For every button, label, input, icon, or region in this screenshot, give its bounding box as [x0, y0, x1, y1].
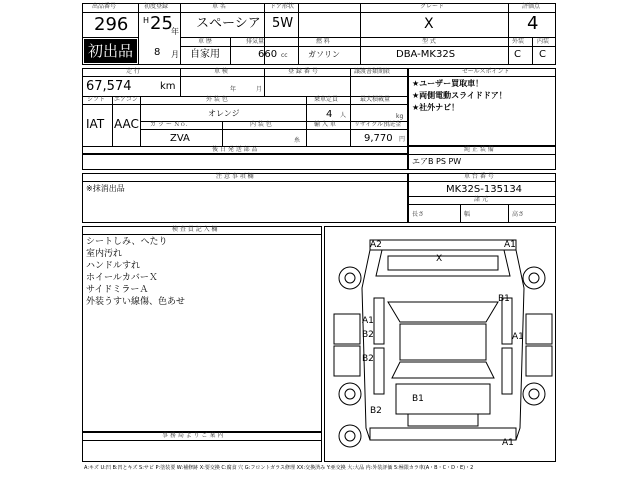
damage-mark: B2 [362, 354, 374, 364]
reg-month: 8 [154, 47, 161, 58]
lot-header: 出品番号 [92, 3, 117, 10]
shift: IAT [86, 117, 105, 131]
year-unit: 年 [171, 27, 179, 36]
recycle-fee-unit: 円 [399, 136, 406, 143]
notes-header: 注 意 事 項 欄 [216, 173, 254, 180]
model-header: 型 式 [422, 38, 436, 45]
inspector-line-5: サイドミラーＡ [86, 285, 149, 295]
equip-header: 純 正 装 備 [464, 146, 494, 153]
ac-header: エアコン [114, 96, 138, 103]
grade: X [424, 16, 434, 32]
inspector-line-6: 外装うすい線傷、色あせ [86, 297, 186, 307]
damage-mark: B1 [412, 394, 424, 404]
dims-header: 諸 元 [474, 196, 488, 203]
color: オレンジ [208, 109, 240, 118]
damage-mark: X [436, 254, 443, 264]
sales-header: セールスポイント [462, 68, 510, 75]
month-unit: 月 [171, 50, 179, 59]
usage: 自家用 [190, 49, 220, 60]
color-header: 外 装 色 [206, 96, 228, 103]
width-label: 幅 [464, 211, 471, 218]
sales-point-3: ★社外ナビ！ [412, 103, 460, 112]
ext-header: 外装 [512, 38, 525, 45]
model: DBA-MK32S [396, 49, 456, 60]
damage-mark: B2 [370, 406, 382, 416]
mileage-unit: km [160, 81, 176, 92]
doors: 5W [272, 16, 294, 31]
car-name-header: 車 名 [212, 3, 226, 10]
transfer-header: 譲渡書類期限 [354, 68, 391, 75]
capacity: 4 [326, 109, 333, 120]
shift-header: シフト [87, 96, 106, 103]
recycle-fee: 9,770 [364, 133, 393, 144]
int-score: C [539, 49, 546, 60]
notes-text: ※抹消出品 [86, 184, 125, 193]
first-reg-header: 初度登録 [144, 3, 169, 10]
lot-number: 296 [94, 14, 129, 35]
inspection-month: 月 [256, 86, 263, 93]
reg-no-header: 登 録 番 号 [288, 68, 318, 75]
cc-unit: cc [281, 52, 288, 59]
car-name: スペーシア [196, 16, 261, 31]
misc-unit: 糸 [294, 137, 301, 144]
length-label: 長さ [412, 211, 425, 218]
mileage-header: 走 行 [126, 68, 140, 75]
office-header: 事 務 局 よ り ご 案 内 [162, 432, 224, 439]
cc-header: 排気量 [246, 38, 265, 45]
usage-header: 車 歴 [198, 38, 212, 45]
inspector-header: 検 査 員 記 入 欄 [172, 226, 218, 233]
int-color-header: 内 装 色 [250, 121, 272, 128]
damage-mark: B2 [362, 330, 374, 340]
damage-mark: A1 [362, 316, 374, 326]
score-header: 評価点 [522, 3, 541, 10]
inspection-year: 年 [230, 86, 237, 93]
fuel: ガソリン [308, 50, 340, 59]
mileage: 67,574 [86, 79, 132, 94]
damage-mark: B1 [498, 294, 510, 304]
era: H [143, 16, 150, 25]
equipment: エアB PS PW [412, 157, 462, 166]
badge-text: 初出品 [87, 42, 133, 60]
load-unit: kg [396, 113, 404, 120]
ac: AAC [114, 117, 139, 131]
score: 4 [527, 13, 539, 34]
inspector-line-1: シートしみ、へたり [86, 237, 168, 247]
later-parts-header: 後 日 発 送 部 品 [212, 146, 258, 153]
color-no-header: カ ラ ー Ｎｏ． [150, 121, 192, 128]
first-listing-badge [84, 39, 137, 63]
inspection-header: 車 検 [214, 68, 228, 75]
capacity-unit: 人 [340, 112, 347, 119]
fuel-header: 燃 料 [316, 38, 330, 45]
recycle-fee-header: リサイクル預託金 [354, 121, 402, 128]
reg-year: 25 [150, 13, 173, 34]
chassis-header: 車 台 番 号 [464, 173, 494, 180]
capacity-header: 乗車定員 [314, 96, 339, 103]
later-parts-box [82, 146, 408, 170]
inspector-line-4: ホイールカバーＸ [86, 273, 158, 283]
chassis-number: MK32S-135134 [446, 184, 523, 195]
int-header: 内装 [537, 38, 550, 45]
cc: 660 [258, 49, 278, 60]
inspector-line-2: 室内汚れ [86, 249, 123, 259]
footer-legend: A:キズ U:凹 B:凹とキズ S:サビ P:塗装要 W:補修跡 X:要交換 C:腐食 穴 G:フロントガラス修理 XX:交換済み Y:亜交換 大:大品 内:外装評価 5:極限カラ車(A・B・C・D・E)・2 [84, 465, 474, 471]
height-label: 高さ [512, 211, 525, 218]
damage-mark: A1 [502, 438, 514, 448]
damage-mark: A1 [504, 240, 516, 250]
damage-mark: A2 [370, 240, 382, 250]
load-header: 最大積載量 [360, 96, 391, 103]
import-header: 輸 入 車 [314, 121, 336, 128]
grade-header: グレード [420, 3, 445, 10]
ext-score: C [514, 49, 521, 60]
sales-point-2: ★両側電動スライドドア！ [412, 91, 507, 100]
doors-header: ドア形状 [270, 3, 294, 10]
sales-point-1: ★ユーザー買取車！ [412, 79, 484, 88]
damage-mark: A1 [512, 332, 524, 342]
inspector-line-3: ハンドルすれ [86, 261, 141, 271]
color-no: ZVA [170, 133, 190, 144]
